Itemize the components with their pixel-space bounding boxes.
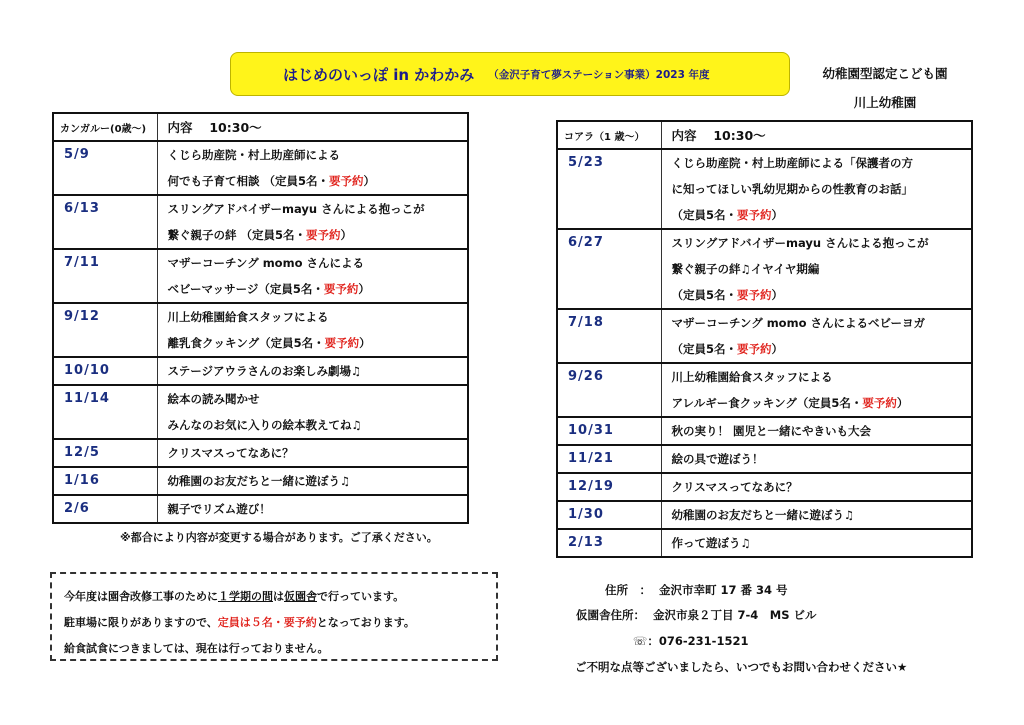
event-content — [661, 417, 972, 445]
phone-line — [633, 633, 748, 649]
event-content-line — [168, 330, 468, 356]
event-text: ） — [771, 288, 784, 302]
event-text: 離乳食クッキング（定員5名・ — [167, 336, 325, 350]
phone-icon: ☏ — [633, 634, 648, 648]
event-text: くじら助産院・村上助産師による — [167, 148, 340, 162]
event-text: （定員5名・ — [671, 342, 738, 356]
table-row — [53, 385, 468, 439]
temp-address-line — [576, 607, 817, 623]
event-content — [157, 385, 468, 439]
reservation-required: 要予約 — [737, 342, 772, 356]
inquiry-message: ご不明な点等ございましたら、いつでもお問い合わせください★ — [575, 660, 908, 674]
event-content-line — [672, 150, 972, 176]
event-text: 川上幼稚園給食スタッフによる — [167, 310, 329, 324]
event-date: 11/14 — [53, 385, 157, 439]
event-content-line — [672, 256, 972, 282]
address-label: 住所 ： — [605, 583, 651, 597]
event-text: （定員5名・ — [671, 288, 738, 302]
koala-schedule-table — [556, 120, 973, 558]
table-row — [53, 141, 468, 195]
info-text: 今年度は園舎改修工事のために — [64, 590, 218, 603]
content-header: 内容 10:30～ — [661, 121, 972, 149]
event-date: 1/16 — [53, 467, 157, 495]
program-subtitle: （金沢子育て夢ステーション事業）2023 年度 — [488, 68, 710, 81]
event-date: 10/31 — [557, 417, 661, 445]
info-text: で行っています。 — [317, 590, 405, 603]
content-header: 内容 10:30～ — [157, 113, 468, 141]
event-content — [661, 229, 972, 309]
event-content-line — [168, 468, 468, 494]
age-group-header: カンガルー(0歳～) — [53, 113, 157, 141]
table-row — [557, 501, 972, 529]
event-text: に知ってほしい乳幼児期からの性教育のお話」 — [671, 182, 913, 196]
event-text: ステージアウラさんのお楽しみ劇場♫ — [167, 364, 362, 378]
table-row — [53, 249, 468, 303]
event-text: アレルギー食クッキング（定員5名・ — [671, 396, 863, 410]
event-content-line — [168, 412, 468, 438]
event-content-line — [672, 530, 972, 556]
event-content-line — [672, 390, 972, 416]
event-text: ベビーマッサージ（定員5名・ — [167, 282, 324, 296]
event-text: 親子でリズム遊び！ — [167, 502, 271, 516]
info-line-parking — [64, 610, 496, 636]
event-text: 何でも子育て相談 （定員5名・ — [167, 174, 330, 188]
event-content-line — [672, 310, 972, 336]
event-date: 6/27 — [557, 229, 661, 309]
event-text: マザーコーチング momo さんによるベビーヨガ — [671, 316, 926, 330]
event-date: 10/10 — [53, 357, 157, 385]
school-type: 幼稚園型認定こども園 — [822, 66, 948, 81]
event-content — [157, 357, 468, 385]
event-content — [661, 149, 972, 229]
table-row — [557, 229, 972, 309]
reservation-required: 要予約 — [306, 228, 341, 242]
change-notice: ※都合により内容が変更する場合があります。ご了承ください。 — [120, 531, 438, 544]
info-text: となっております。 — [316, 616, 415, 629]
phone-number: ：076-231-1521 — [647, 634, 749, 648]
event-text: クリスマスってなあに？ — [671, 480, 798, 494]
event-content — [157, 249, 468, 303]
reservation-required: 要予約 — [324, 336, 360, 350]
event-date: 12/19 — [557, 473, 661, 501]
event-content-line — [672, 364, 972, 390]
reservation-required: 要予約 — [862, 396, 897, 410]
info-box — [50, 572, 498, 661]
reservation-required: 要予約 — [323, 282, 359, 296]
event-text: 幼稚園のお友だちと一緒に遊ぼう♫ — [671, 508, 855, 522]
table-row — [557, 445, 972, 473]
table-row — [557, 363, 972, 417]
event-content-line — [168, 222, 468, 248]
table-header-row — [53, 113, 468, 141]
event-text: ） — [359, 336, 371, 350]
event-text: ） — [340, 228, 353, 242]
event-date: 5/9 — [53, 141, 157, 195]
table-row — [557, 149, 972, 229]
event-content-line — [168, 168, 468, 194]
event-content — [157, 303, 468, 357]
event-date: 2/13 — [557, 529, 661, 557]
event-content — [661, 309, 972, 363]
event-date: 12/5 — [53, 439, 157, 467]
event-date: 2/6 — [53, 495, 157, 523]
reservation-required: 要予約 — [737, 208, 772, 222]
program-title: はじめのいっぽ in かわかみ — [283, 65, 475, 84]
info-line-renovation — [64, 584, 496, 610]
event-text: ） — [896, 396, 909, 410]
event-text: 秋の実り！ 園児と一緒にやきいも大会 — [671, 424, 872, 438]
event-content-line — [672, 418, 972, 444]
event-date: 9/26 — [557, 363, 661, 417]
event-content-line — [168, 386, 468, 412]
event-content-line — [168, 440, 468, 466]
table-row — [557, 309, 972, 363]
event-content-line — [672, 202, 972, 228]
event-content-line — [672, 474, 972, 500]
event-date: 9/12 — [53, 303, 157, 357]
table-row — [53, 357, 468, 385]
event-text: ） — [358, 282, 370, 296]
event-content — [157, 141, 468, 195]
table-row — [53, 439, 468, 467]
reservation-required: 要予約 — [737, 288, 772, 302]
event-text: ） — [771, 208, 784, 222]
event-content-line — [168, 250, 468, 276]
event-content-line — [672, 230, 972, 256]
event-content-line — [672, 446, 972, 472]
event-content-line — [672, 502, 972, 528]
event-content — [661, 445, 972, 473]
event-text: 作って遊ぼう♫ — [671, 536, 751, 550]
event-content — [157, 467, 468, 495]
event-text: 絵本の読み聞かせ — [167, 392, 260, 406]
school-name: 川上幼稚園 — [853, 95, 917, 110]
event-date: 1/30 — [557, 501, 661, 529]
event-content-line — [168, 304, 468, 330]
event-date: 6/13 — [53, 195, 157, 249]
event-text: （定員5名・ — [671, 208, 738, 222]
event-text: 川上幼稚園給食スタッフによる — [671, 370, 833, 384]
table-row — [557, 417, 972, 445]
table-row — [53, 303, 468, 357]
capacity-reservation-notice: 定員は５名・要予約 — [217, 616, 317, 629]
event-date: 5/23 — [557, 149, 661, 229]
event-content-line — [168, 142, 468, 168]
temp-address-label: 仮園舎住所： — [576, 608, 645, 622]
title-banner — [230, 52, 790, 96]
age-group-header: コアラ（1 歳～） — [557, 121, 661, 149]
event-content-line — [168, 496, 468, 522]
event-text: マザーコーチング momo さんによる — [167, 256, 364, 270]
event-text: ） — [771, 342, 784, 356]
event-date: 7/18 — [557, 309, 661, 363]
event-text: スリングアドバイザーmayu さんによる抱っこが — [167, 202, 425, 216]
info-text: 駐車場に限りがありますので、 — [64, 616, 218, 629]
event-content-line — [168, 276, 468, 302]
temp-address-value: 金沢市泉２丁目 7-4 MS ビル — [653, 608, 817, 622]
info-underlined: 仮園舎 — [284, 590, 317, 603]
table-row — [53, 467, 468, 495]
event-date: 11/21 — [557, 445, 661, 473]
event-text: スリングアドバイザーmayu さんによる抱っこが — [671, 236, 929, 250]
event-content — [157, 495, 468, 523]
event-content-line — [672, 336, 972, 362]
info-text: は — [273, 590, 284, 603]
info-line-lunch: 給食試食につきましては、現在は行っておりません。 — [64, 642, 329, 655]
event-content — [157, 439, 468, 467]
table-row — [53, 495, 468, 523]
event-content-line — [672, 176, 972, 202]
event-content-line — [672, 282, 972, 308]
reservation-required: 要予約 — [329, 174, 364, 188]
address-line — [605, 582, 788, 598]
table-header-row — [557, 121, 972, 149]
event-text: くじら助産院・村上助産師による「保護者の方 — [671, 156, 913, 170]
event-content — [661, 501, 972, 529]
address-value: 金沢市幸町 17 番 34 号 — [659, 583, 788, 597]
event-content-line — [168, 196, 468, 222]
event-text: 繋ぐ親子の絆 （定員5名・ — [167, 228, 307, 242]
table-row — [557, 473, 972, 501]
event-text: 絵の具で遊ぼう！ — [671, 452, 764, 466]
event-content — [157, 195, 468, 249]
event-content — [661, 473, 972, 501]
table-row — [53, 195, 468, 249]
event-content — [661, 529, 972, 557]
event-date: 7/11 — [53, 249, 157, 303]
kangaroo-schedule-table — [52, 112, 469, 524]
event-text: 幼稚園のお友だちと一緒に遊ぼう♫ — [167, 474, 351, 488]
event-content — [661, 363, 972, 417]
info-underlined: １学期の間 — [218, 590, 273, 603]
event-content-line — [168, 358, 468, 384]
event-text: みんなのお気に入りの絵本教えてね♫ — [167, 418, 362, 432]
event-text: クリスマスってなあに？ — [167, 446, 294, 460]
event-text: 繋ぐ親子の絆♫イヤイヤ期編 — [671, 262, 820, 276]
table-row — [557, 529, 972, 557]
event-text: ） — [363, 174, 376, 188]
